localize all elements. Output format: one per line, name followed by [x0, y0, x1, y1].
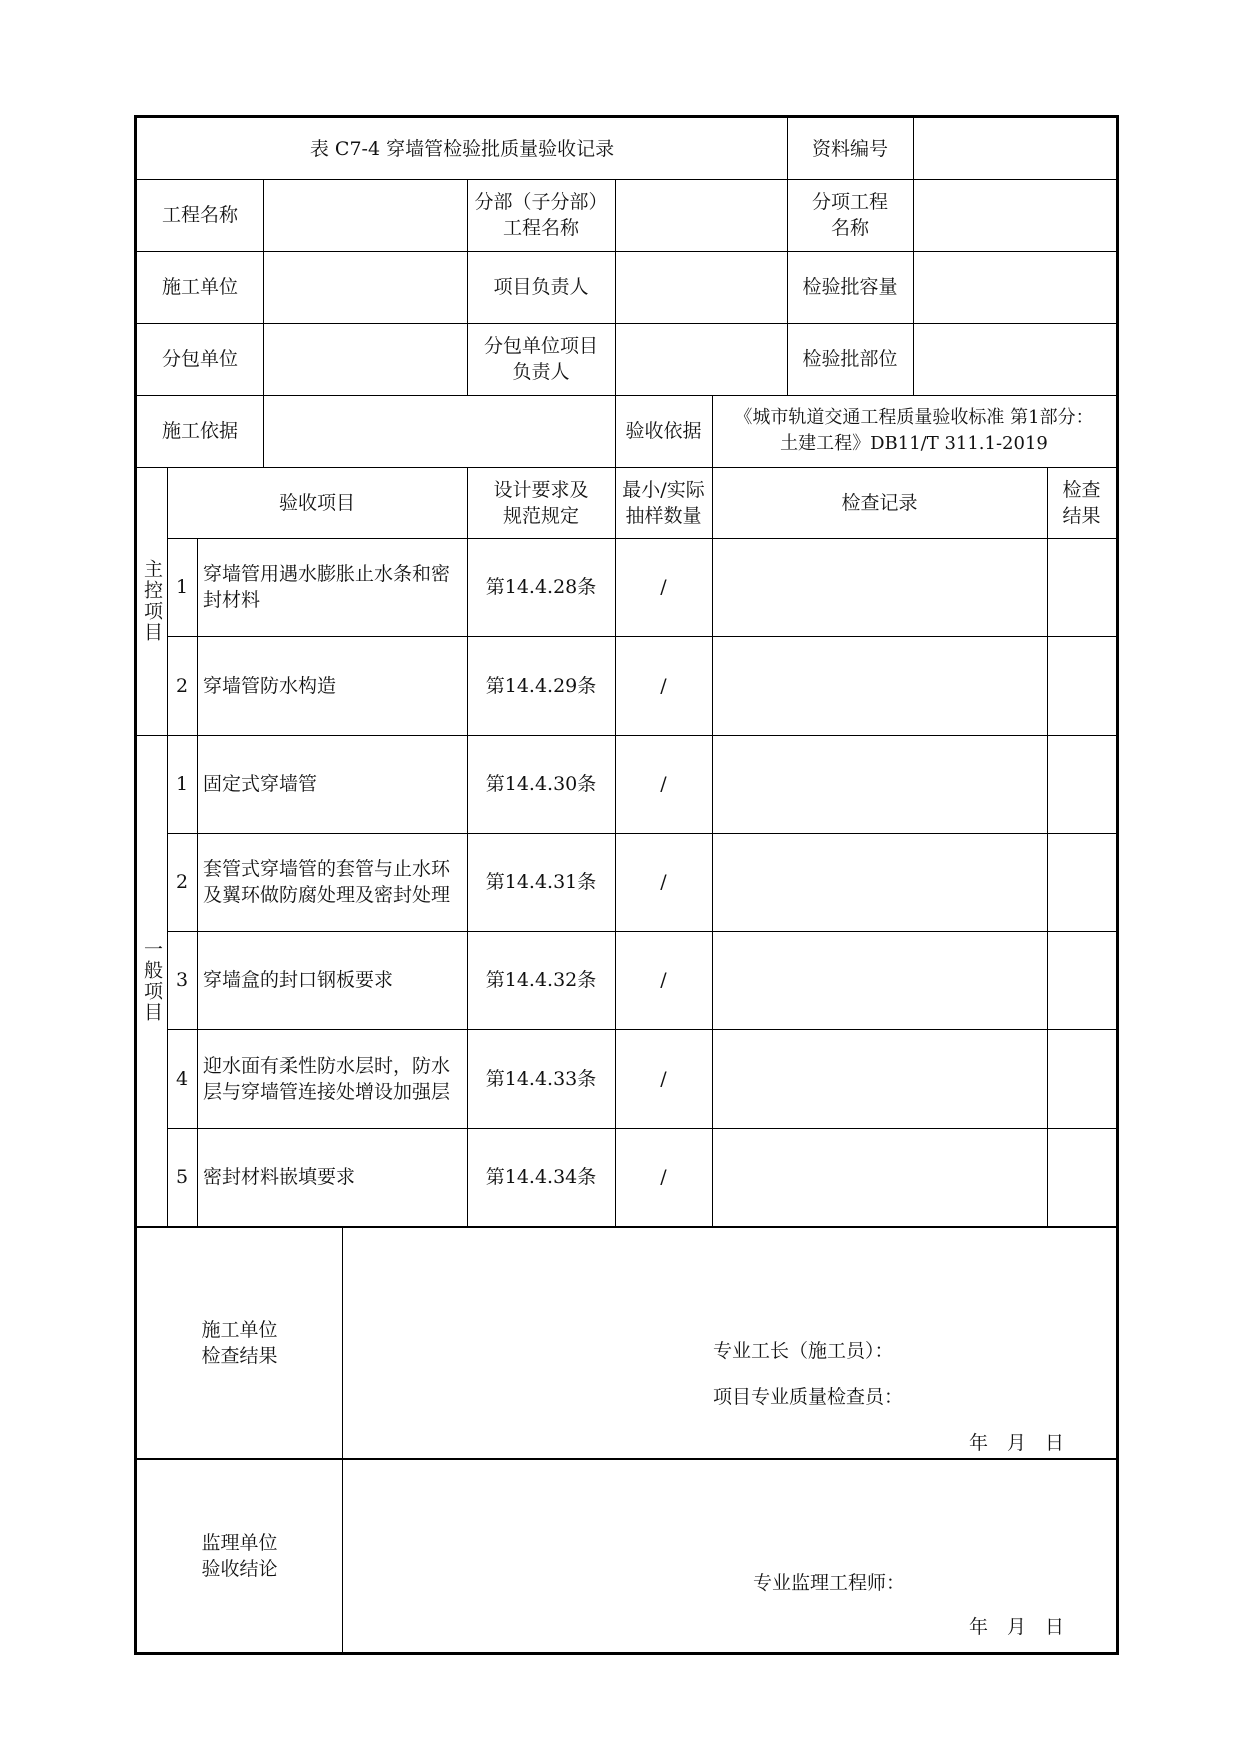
project-name-field[interactable] — [263, 179, 467, 251]
general-item-sample: / — [660, 773, 667, 795]
contractor-field[interactable] — [263, 251, 467, 323]
main-item-no: 1 — [175, 576, 189, 598]
main-item-record-field[interactable] — [712, 636, 1047, 735]
general-item-record-field[interactable] — [712, 735, 1047, 833]
supervision-engineer-label: 专业监理工程师： — [753, 1572, 906, 1594]
contractor-label: 施工单位 — [161, 276, 238, 298]
construction-check-label: 施工单位 检查结果 — [201, 1319, 278, 1367]
batch-capacity-label: 检验批容量 — [802, 276, 898, 298]
general-item-clause: 第14.4.31条 — [485, 871, 597, 893]
general-item-no: 3 — [175, 969, 189, 991]
acceptance-basis-label: 验收依据 — [625, 420, 702, 442]
general-item-record-field[interactable] — [712, 931, 1047, 1029]
subcontractor-label: 分包单位 — [161, 348, 238, 370]
pm-field[interactable] — [615, 251, 787, 323]
general-item-clause: 第14.4.33条 — [485, 1067, 597, 1090]
general-item-sample: / — [660, 969, 667, 991]
general-item-desc: 密封材料嵌填要求 — [203, 1166, 356, 1188]
construction-date: 年 月 日 — [969, 1432, 1065, 1454]
general-item-clause: 第14.4.32条 — [485, 969, 597, 991]
general-item-record-field[interactable] — [712, 1128, 1047, 1226]
foreman-signature-label: 专业工长（施工员）： — [713, 1340, 894, 1362]
general-item-no: 1 — [175, 773, 189, 795]
general-item-sample: / — [660, 1166, 667, 1188]
sub-pm-field[interactable] — [615, 323, 787, 395]
general-item-desc: 套管式穿墙管的套管与止水环及翼环做防腐处理及密封处理 — [203, 858, 451, 906]
subitem-field[interactable] — [913, 179, 1116, 251]
general-group-label: 一般项目 — [141, 938, 163, 1023]
general-item-desc: 迎水面有柔性防水层时，防水层与穿墙管连接处增设加强层 — [203, 1054, 451, 1103]
general-item-result-field[interactable] — [1047, 833, 1116, 931]
main-control-group-label: 主控项目 — [141, 559, 163, 643]
general-item-result-field[interactable] — [1047, 1128, 1116, 1226]
main-item-result-field[interactable] — [1047, 538, 1116, 636]
general-item-result-field[interactable] — [1047, 735, 1116, 833]
batch-location-label: 检验批部位 — [802, 348, 898, 370]
column-header-sample: 最小/实际 抽样数量 — [622, 478, 705, 527]
general-item-no: 5 — [175, 1166, 189, 1188]
batch-capacity-field[interactable] — [913, 251, 1116, 323]
project-name-label: 工程名称 — [161, 204, 238, 226]
general-item-no: 2 — [175, 871, 189, 893]
supervision-date: 年 月 日 — [969, 1616, 1065, 1638]
division-label: 分部（子分部） 工程名称 — [474, 191, 608, 239]
batch-location-field[interactable] — [913, 323, 1116, 395]
general-item-desc: 穿墙盒的封口钢板要求 — [203, 969, 394, 991]
general-item-desc: 固定式穿墙管 — [203, 773, 318, 795]
general-item-record-field[interactable] — [712, 1029, 1047, 1128]
general-item-result-field[interactable] — [1047, 1029, 1116, 1128]
subcontractor-field[interactable] — [263, 323, 467, 395]
doc-no-field[interactable] — [913, 118, 1116, 179]
inspector-signature-label: 项目专业质量检查员： — [713, 1386, 904, 1408]
subitem-label: 分项工程 名称 — [811, 191, 888, 239]
acceptance-basis-value: 《城市轨道交通工程质量验收标准 第1部分： 土建工程》DB11/T 311.1-2019 — [734, 407, 1094, 454]
sub-pm-label: 分包单位项目 负责人 — [483, 335, 598, 383]
main-item-desc: 穿墙管用遇水膨胀止水条和密封材料 — [203, 563, 451, 611]
general-item-record-field[interactable] — [712, 833, 1047, 931]
supervision-label: 监理单位 验收结论 — [201, 1532, 278, 1580]
general-item-clause: 第14.4.34条 — [485, 1166, 597, 1188]
general-item-sample: / — [660, 871, 667, 893]
division-field[interactable] — [615, 179, 787, 251]
inspection-record-form — [134, 115, 1119, 1655]
general-item-clause: 第14.4.30条 — [485, 773, 597, 795]
form-title: 表 C7-4 穿墙管检验批质量验收记录 — [309, 137, 615, 160]
main-item-clause: 第14.4.28条 — [485, 576, 597, 598]
main-item-record-field[interactable] — [712, 538, 1047, 636]
main-item-desc: 穿墙管防水构造 — [203, 674, 337, 697]
column-header-design: 设计要求及 规范规定 — [493, 478, 589, 527]
column-header-item: 验收项目 — [278, 491, 355, 514]
general-item-no: 4 — [175, 1067, 189, 1090]
main-item-sample: / — [660, 674, 667, 697]
pm-label: 项目负责人 — [493, 276, 589, 298]
column-header-result: 检查 结果 — [1062, 478, 1101, 527]
main-item-no: 2 — [175, 674, 189, 697]
general-item-sample: / — [660, 1067, 667, 1090]
doc-no-label: 资料编号 — [811, 137, 888, 160]
column-header-record: 检查记录 — [841, 491, 918, 514]
basis-field[interactable] — [263, 395, 615, 467]
general-item-result-field[interactable] — [1047, 931, 1116, 1029]
main-item-sample: / — [660, 576, 667, 598]
main-item-clause: 第14.4.29条 — [485, 674, 597, 697]
main-item-result-field[interactable] — [1047, 636, 1116, 735]
basis-label: 施工依据 — [161, 420, 238, 442]
